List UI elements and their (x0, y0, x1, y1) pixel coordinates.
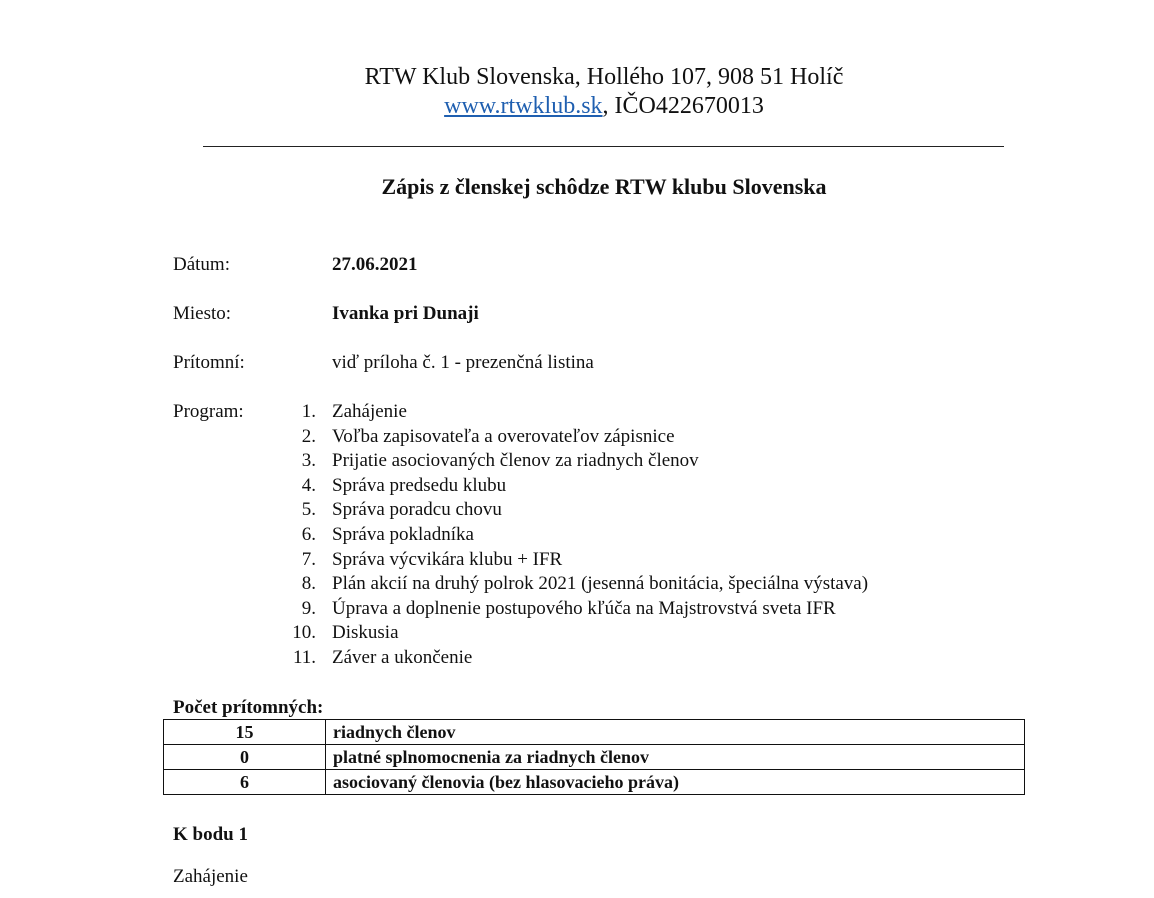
date-label: Dátum: (173, 254, 230, 275)
program-item-number: 5. (301, 499, 316, 521)
program-item (270, 548, 563, 573)
program-item-number: 2. (301, 425, 316, 447)
program-list (270, 400, 869, 671)
program-item (270, 425, 675, 450)
program-item-number: 6. (301, 523, 316, 545)
program-label: Program: (173, 401, 244, 422)
program-item-number: 8. (301, 573, 316, 595)
table-row (164, 770, 1025, 795)
website-link[interactable]: www.rtwklub.sk (444, 93, 603, 119)
program-item-text: Zahájenie (332, 401, 407, 422)
program-item-number: 1. (301, 401, 316, 422)
program-item-text: Plán akcií na druhý polrok 2021 (jesenná bonitácia, špeciálna výstava) (332, 573, 869, 595)
program-item (270, 646, 473, 671)
attendance-count: 0 (164, 745, 326, 770)
program-item-number: 4. (301, 474, 316, 496)
program-item-text: Voľba zapisovateľa a overovateľov zápisnice (332, 425, 675, 447)
attendance-table (163, 719, 1025, 795)
program-item (270, 400, 407, 425)
attendance-label: riadnych členov (326, 720, 1025, 745)
place-value: Ivanka pri Dunaji (332, 303, 479, 324)
program-item (270, 523, 474, 548)
present-value: viď príloha č. 1 - prezenčná listina (332, 352, 594, 373)
program-item (270, 498, 502, 523)
section-heading: K bodu 1 (173, 824, 248, 845)
program-item-text: Správa predsedu klubu (332, 474, 507, 496)
place-label: Miesto: (173, 303, 232, 324)
program-item (270, 572, 869, 597)
attendance-count: 15 (164, 720, 326, 745)
program-item-text: Správa poradcu chovu (332, 499, 502, 521)
program-item-text: Prijatie asociovaných členov za riadnych členov (332, 450, 699, 472)
program-item-number: 7. (301, 548, 316, 570)
table-row (164, 720, 1025, 745)
program-item-number: 11. (292, 646, 316, 668)
program-item-number: 3. (301, 450, 316, 472)
attendance-label: asociovaný členovia (bez hlasovacieho práva) (326, 770, 1025, 795)
organization-address: RTW Klub Slovenska, Hollého 107, 908 51 Holíč (364, 64, 844, 90)
program-item-text: Úprava a doplnenie postupového kľúča na Majstrovstvá sveta IFR (332, 597, 836, 619)
ico-number: , IČO422670013 (602, 93, 764, 119)
website-ico-line (0, 91, 1154, 121)
present-label: Prítomní: (173, 352, 245, 373)
table-row (164, 745, 1025, 770)
program-item-text: Správa výcvikára klubu + IFR (332, 548, 563, 570)
date-value: 27.06.2021 (332, 254, 418, 275)
section-text: Zahájenie (173, 866, 248, 887)
program-item-text: Záver a ukončenie (332, 646, 473, 668)
program-item (270, 449, 699, 474)
program-item-text: Diskusia (332, 622, 399, 644)
program-item (270, 621, 399, 646)
header-divider (203, 146, 1004, 147)
attendance-heading: Počet prítomných: (173, 697, 324, 718)
program-item (270, 597, 836, 622)
attendance-label: platné splnomocnenia za riadnych členov (326, 745, 1025, 770)
program-item (270, 474, 507, 499)
attendance-count: 6 (164, 770, 326, 795)
document-title: Zápis z členskej schôdze RTW klubu Slovenska (381, 174, 827, 199)
program-item-text: Správa pokladníka (332, 523, 474, 545)
program-item-number: 9. (301, 597, 316, 619)
program-item-number: 10. (292, 622, 316, 644)
